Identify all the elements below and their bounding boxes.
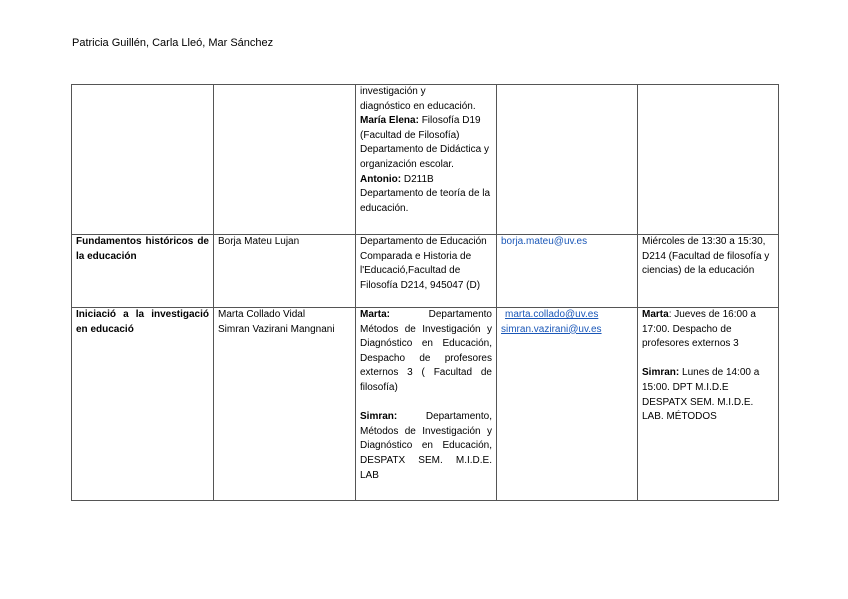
document-header-authors: Patricia Guillén, Carla Lleó, Mar Sánchez [72, 37, 274, 49]
table-row [72, 235, 779, 308]
table-row [72, 308, 779, 501]
table-row [72, 85, 779, 235]
schedule-cell [638, 235, 779, 308]
spacer [360, 396, 492, 411]
subject-name: Fundamentos históricos de la educación [76, 236, 209, 262]
location-line: investigación y [360, 86, 426, 97]
schedule-cell [638, 85, 779, 235]
location-label: María Elena: [360, 115, 419, 127]
spacer [642, 352, 774, 367]
teacher-cell [214, 308, 356, 501]
location-maria-elena [360, 114, 492, 172]
location-text: D211B Departamento de teoría de la educación. [360, 173, 491, 214]
location-text: Filosofía D19 (Facultad de Filosofía) Departamento de Didáctica y organización escolar. [360, 115, 489, 170]
schedule-cell [638, 308, 779, 501]
location-cell [356, 85, 497, 235]
location-marta [360, 308, 492, 396]
location-label: Simran: [360, 411, 398, 423]
teacher-cell [214, 85, 356, 235]
email-cell [497, 308, 638, 501]
schedule-label: Simran: [642, 367, 680, 379]
location-label: Antonio: [360, 173, 402, 185]
location-line: diagnóstico en educación. [360, 100, 476, 112]
teacher-name: Simran Vazirani Mangnani [218, 323, 335, 335]
location-text: Departamento, Métodos de Investigación y Diagnóstico en Educación, DESPATX SEM. M.I.D.E. LAB [360, 411, 492, 481]
subject-cell [72, 235, 214, 308]
location-bold-text: Facultad de Filosofía D214, 945047 (D) [360, 265, 481, 291]
schedule-text: Lunes de 14:00 a 15:00. DPT M.I.D.E DESPATX SEM. M.I.D.E. LAB. MÉTODOS [642, 367, 760, 423]
subject-name: Iniciació a la investigació en educació [76, 309, 209, 335]
email-cell [497, 85, 638, 235]
schedule-text: Miércoles de 13:30 a 15:30, D214 (Facultad de filosofía y ciencias) de la educación [642, 236, 770, 277]
teacher-name: Borja Mateu Lujan [218, 236, 300, 247]
email-cell [497, 235, 638, 308]
location-simran [360, 410, 492, 483]
location-cell [356, 235, 497, 308]
schedule-simran [642, 366, 774, 424]
location-cell [356, 308, 497, 501]
schedule-marta [642, 308, 774, 352]
subject-cell [72, 308, 214, 501]
location-text: Departamento Métodos de Investigación y Diagnóstico en Educación, Despacho de profesores externos 3 ( Facultad de filosofía) [360, 309, 492, 393]
teacher-name: Marta Collado Vidal [218, 309, 306, 320]
email-link[interactable]: marta.collado@uv.es [505, 309, 599, 320]
subject-cell [72, 85, 214, 235]
office-hours-table [71, 84, 779, 501]
schedule-label: Marta [642, 309, 669, 320]
email-link[interactable]: borja.mateu@uv.es [501, 236, 588, 247]
teacher-cell [214, 235, 356, 308]
location-text: Departamento de Educación Comparada e Historia de l'Educació, [360, 236, 487, 277]
schedule-text: : Jueves de 16:00 a 17:00. Despacho de profesores externos 3 [642, 309, 756, 350]
location-label: Marta: [360, 309, 391, 320]
email-link[interactable]: simran.vazirani@uv.es [501, 323, 602, 335]
location-antonio [360, 173, 492, 217]
